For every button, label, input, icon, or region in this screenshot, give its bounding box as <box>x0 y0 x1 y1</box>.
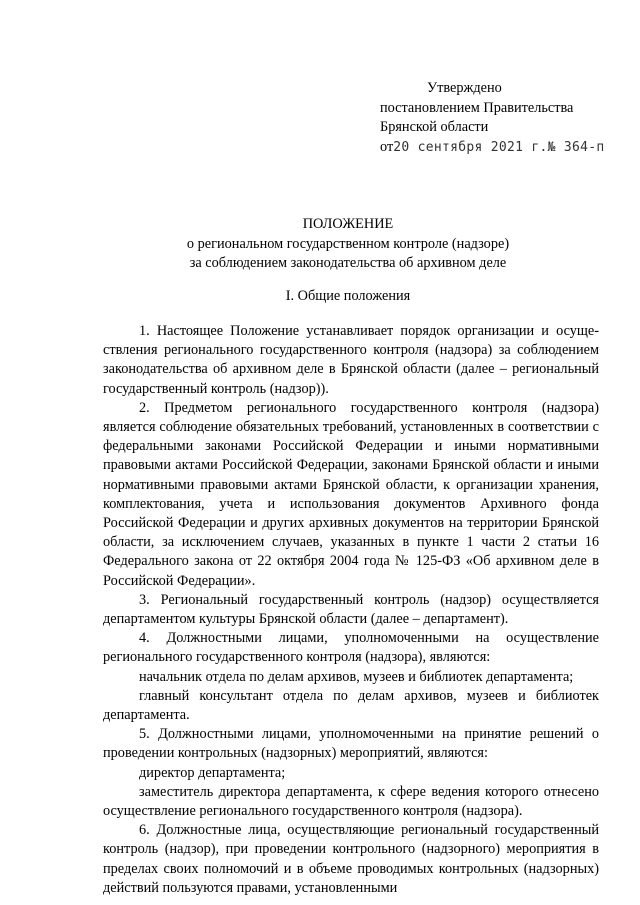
paragraph-4-item-2: главный консультант отдела по делам архивов, музеев и библиотек департамента. <box>103 687 599 724</box>
approval-line-resolution: постановлением Правительства <box>380 99 574 116</box>
document-title <box>98 215 598 274</box>
approval-date-prefix: от <box>380 138 394 155</box>
title-line-3: за соблюдением законодательства об архивном деле <box>189 255 507 271</box>
title-line-2: о региональном государственном контроле (надзоре) <box>186 235 510 252</box>
paragraph-5-item-2: заместитель директора департамента, к сфере ведения которого отнесено осуществление регионального государственного контроля (надзора). <box>103 783 599 820</box>
paragraph-1: 1. Настоящее Положение устанавливает порядок организации и осуществления регионального государственного контроля (надзора) за соблюдением законодательства об архивном деле в Брянской области (далее – региональный государственный контроль (надзор)). <box>103 323 599 397</box>
paragraph-3: 3. Региональный государственный контроль (надзор) осуществляется департаментом культуры Брянской области (далее – департамент). <box>103 591 599 628</box>
document-body <box>103 322 599 898</box>
approval-line-region: Брянской области <box>380 119 489 135</box>
approval-stamp <box>380 79 630 157</box>
approval-date-value: 20 сентября 2021 г.№ 364-п <box>393 139 605 155</box>
paragraph-2: 2. Предметом регионального государственного контроля (надзора) является соблюдение обязательных требований, установленных в соответствии с федеральными законами Российской Федерации и иными нормативными правовыми актами Российской Федерации, законами Брянской области и иными нормативными правовыми актами Брянской области, к организации хранения, комплектования, учета и использования документов Архивного фонда Российской Федерации и других архивных документов на территории Брянской области, за исключением случаев, указанных в пункте 1 части 2 статьи 16 Федерального закона от 22 октября 2004 года № 125-ФЗ «Об архивном деле в Российской Федерации». <box>103 399 599 589</box>
paragraph-5: 5. Должностными лицами, уполномоченными на принятие решений о проведении контрольных (надзорных) мероприятий, являются: <box>103 726 599 762</box>
paragraph-6: 6. Должностные лица, осуществляющие региональный государственный контроль (надзор), при проведении контрольного (надзорного) мероприятия в пределах своих полномочий и в объеме проводимых контрольных (надзорных) действий пользуются правами, установленными <box>103 822 599 896</box>
paragraph-5-item-1: директор департамента; <box>139 764 286 781</box>
paragraph-4-item-1: начальник отдела по делам архивов, музеев и библиотек департамента; <box>139 668 574 685</box>
approval-line-approved: Утверждено <box>427 80 502 96</box>
title-heading: ПОЛОЖЕНИЕ <box>302 216 394 232</box>
section-title: I. Общие положения <box>285 288 411 304</box>
approval-line-date <box>380 138 630 158</box>
paragraph-4: 4. Должностными лицами, уполномоченными на осуществление регионального государственного контроля (надзора), являются: <box>103 630 599 666</box>
